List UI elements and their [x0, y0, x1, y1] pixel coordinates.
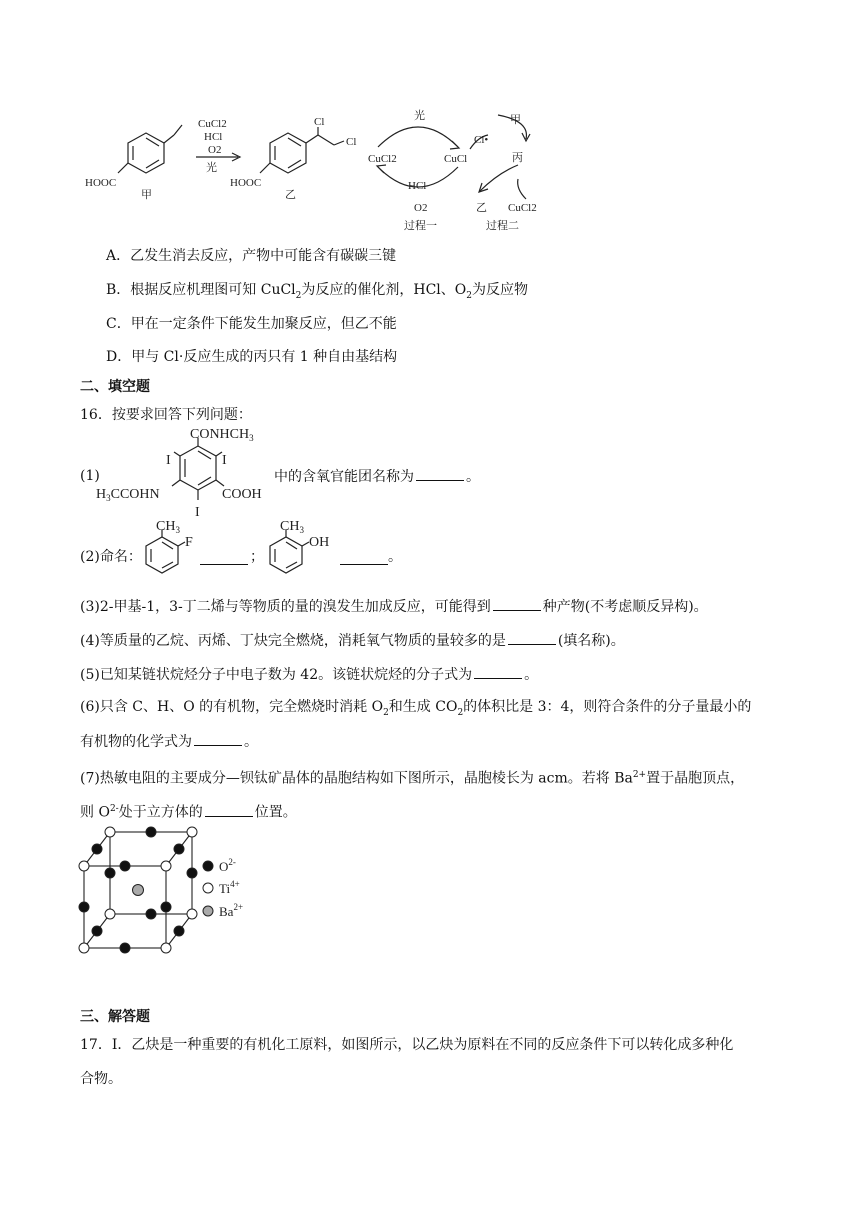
q16-part1-end: 。 — [466, 469, 480, 485]
q16-part6-line2 — [80, 731, 258, 752]
svg-text:HOOC: HOOC — [230, 177, 262, 189]
svg-text:过程一: 过程一 — [404, 220, 437, 232]
fluorotoluene-structure — [138, 518, 198, 580]
cresol-structure — [262, 518, 338, 580]
svg-text:乙: 乙 — [285, 189, 296, 201]
option-b-mid: 为反应的催化剂，HCl、O — [301, 282, 467, 298]
svg-text:O2: O2 — [414, 202, 428, 214]
svg-text:CuCl2: CuCl2 — [368, 153, 397, 165]
q16-part3-pre: (3)2-甲基-1，3-丁二烯与等物质的量的溴发生加成反应，可能得到 — [80, 599, 491, 615]
q16-part6-line2-pre: 有机物的化学式为 — [80, 734, 192, 750]
svg-text:CuCl2: CuCl2 — [508, 202, 537, 214]
option-a: A．乙发生消去反应，产物中可能含有碳碳三键 — [106, 248, 397, 264]
iodinated-benzene-structure — [94, 424, 274, 524]
svg-text:OH: OH — [309, 535, 330, 550]
svg-text:甲: 甲 — [141, 189, 152, 201]
q16-part2-end: 。 — [388, 549, 402, 565]
q16-part7-line2-a: 则 O — [80, 804, 110, 821]
q16-part2-separator: ； — [250, 549, 264, 565]
q16-part7-line1: (7)热敏电阻的主要成分—钡钛矿晶体的晶胞结构如下图所示，晶胞棱长为 acm。若将 $Ba^{2+}$置于晶胞顶点， — [80, 770, 745, 787]
q16-part6-line2-post: 。 — [244, 734, 258, 750]
svg-text:HCl: HCl — [204, 131, 223, 143]
svg-text:CuCl2: CuCl2 — [198, 118, 227, 130]
q16-part1-number: (1) — [80, 468, 100, 484]
svg-text:I: I — [195, 505, 200, 520]
svg-text:Cl: Cl — [346, 136, 357, 148]
q16-stem: 16．按要求回答下列问题： — [80, 407, 252, 423]
svg-text:CuCl: CuCl — [444, 153, 468, 165]
q16-part5-pre: (5)已知某链状烷烃分子中电子数为 42。该链状烷烃的分子式为 — [80, 667, 473, 683]
q16-part1-label: 中的含氧官能团名称为 — [274, 469, 414, 485]
q16-part7-line2-post: 位置。 — [254, 804, 297, 821]
option-b-post: 为反应物 — [472, 282, 529, 298]
svg-text:Ti4+: $Ti^{4+}$ — [219, 879, 240, 896]
answer-blank-4[interactable] — [493, 596, 541, 611]
svg-text:甲: 甲 — [510, 114, 521, 126]
svg-text:CH3: $CH_3$ — [280, 519, 304, 535]
q16-part5 — [80, 664, 538, 685]
q16-part4-pre: (4)等质量的乙烷、丙烯、丁炔完全燃烧，消耗氧气物质的量较多的是 — [80, 633, 506, 649]
section-heading-answer: 三、解答题 — [80, 1009, 150, 1025]
svg-text:乙: 乙 — [476, 202, 487, 214]
q16-part7-a: (7)热敏电阻的主要成分—钡钛矿晶体的晶胞结构如下图所示，晶胞棱长为 acm。若将 Ba — [80, 770, 633, 787]
q16-part6-a: (6)只含 C、H、O 的有机物，完全燃烧时消耗 O — [80, 699, 384, 715]
svg-text:CONHCH3: $CONHCH_3$ — [190, 427, 254, 443]
q16-part7-line2: 则 $O^{2-}$处于立方体的 位置。 — [80, 799, 297, 823]
option-b: B．根据反应机理图可知 CuCl$_2$为反应的催化剂，HCl、$O_2$为反应物 — [106, 282, 529, 301]
option-c: C．甲在一定条件下能发生加聚反应，但乙不能 — [106, 316, 397, 332]
svg-text:O2-: $O^{2-}$ — [219, 857, 236, 874]
svg-text:丙: 丙 — [512, 152, 523, 164]
option-d: D．甲与 Cl·反应生成的丙只有 1 种自由基结构 — [106, 349, 398, 365]
q17-line2: 合物。 — [80, 1071, 122, 1087]
answer-blank-1[interactable] — [416, 466, 464, 481]
q16-part7-b: 置于晶胞顶点， — [646, 770, 745, 787]
svg-text:Cl: Cl — [314, 116, 325, 128]
q16-part3-post: 种产物(不考虑顺反异构)。 — [542, 599, 708, 615]
svg-text:过程二: 过程二 — [486, 220, 519, 232]
q17-line1: 17．I．乙炔是一种重要的有机化工原料，如图所示，以乙炔为原料在不同的反应条件下可以转化成多种化 — [80, 1037, 734, 1053]
svg-text:CH3: $CH_3$ — [156, 519, 180, 535]
svg-text:I: I — [166, 453, 171, 468]
answer-blank-3[interactable] — [340, 550, 388, 565]
svg-text:HOOC: HOOC — [85, 177, 117, 189]
svg-text:光: 光 — [206, 162, 217, 174]
answer-blank-8[interactable] — [205, 802, 253, 817]
reaction-scheme — [78, 105, 548, 235]
q16-part4-post: (填名称)。 — [557, 633, 625, 649]
svg-text:COOH: COOH — [222, 487, 262, 502]
answer-blank-7[interactable] — [194, 731, 242, 746]
svg-text:Cl•: Cl• — [474, 134, 489, 146]
svg-text:光: 光 — [414, 110, 425, 122]
q16-part6-line1: (6)只含 C、H、O 的有机物，完全燃烧时消耗 $O_2$和生成 $CO_2$的体积比是 3：4，则符合条件的分子量最小的 — [80, 699, 752, 718]
option-b-pre: B．根据反应机理图可知 CuCl — [106, 282, 296, 298]
q16-part5-post: 。 — [524, 667, 539, 683]
q16-part3 — [80, 596, 708, 617]
q16-part4 — [80, 630, 625, 651]
svg-text:O2: O2 — [208, 144, 222, 156]
q16-part7-line2-b: 处于立方体的 — [118, 804, 203, 821]
answer-blank-5[interactable] — [508, 630, 556, 645]
svg-text:F: F — [185, 535, 193, 550]
svg-text:Ba2+: $Ba^{2+}$ — [219, 902, 244, 919]
q16-part2-label: (2)命名： — [80, 549, 142, 565]
answer-blank-6[interactable] — [474, 664, 522, 679]
svg-text:I: I — [222, 453, 227, 468]
q16-part1-text — [274, 466, 480, 487]
svg-text:HCl: HCl — [408, 180, 427, 192]
q16-part6-b: 和生成 CO — [388, 699, 458, 715]
answer-blank-2[interactable] — [200, 550, 248, 565]
svg-text:H3CCOHN: $H_3CCOHN$ — [96, 487, 160, 503]
perovskite-unit-cell — [74, 824, 274, 958]
q16-part6-c: 的体积比是 3：4，则符合条件的分子量最小的 — [463, 699, 752, 715]
section-heading-fill-in: 二、填空题 — [80, 379, 150, 395]
